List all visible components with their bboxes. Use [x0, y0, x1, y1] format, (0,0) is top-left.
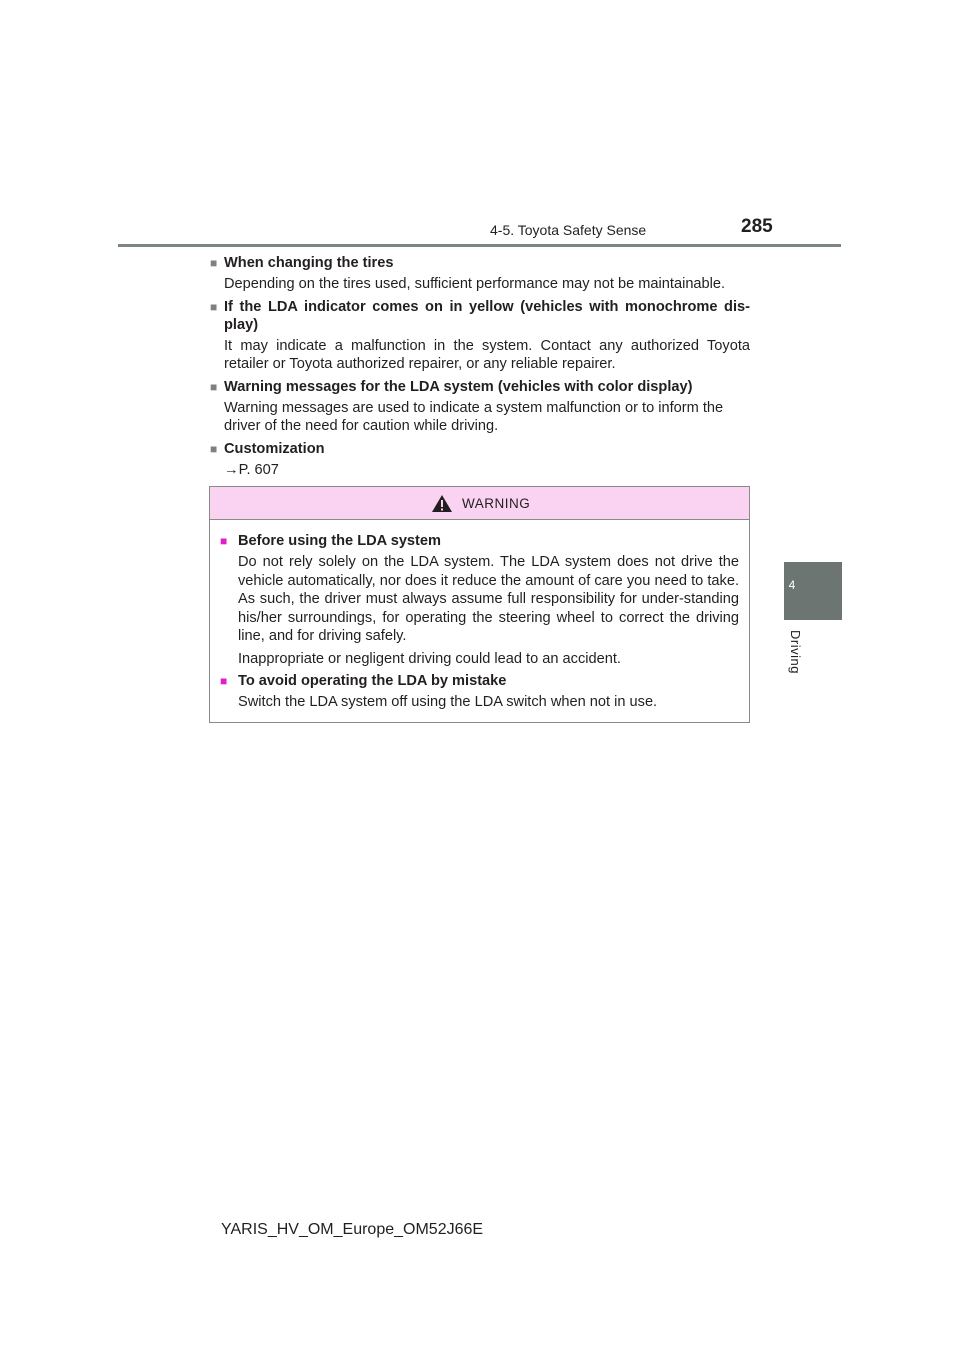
warning-header [210, 487, 749, 520]
warning-title: WARNING [462, 496, 531, 511]
square-bullet-icon: ■ [220, 674, 228, 688]
square-bullet-icon: ■ [210, 299, 218, 314]
warning-paragraph: Inappropriate or negligent driving could lead to an accident. [238, 650, 621, 667]
info-item [210, 440, 750, 480]
warning-heading: To avoid operating the LDA by mistake [238, 673, 507, 689]
square-bullet-icon: ■ [220, 534, 228, 548]
warning-section [220, 672, 739, 712]
page-reference-link[interactable]: →P. 607 [224, 461, 279, 478]
warning-heading: Before using the LDA system [238, 533, 442, 549]
warning-paragraph: Do not rely solely on the LDA system. The LDA system does not drive the vehicle automatically, nor does it reduce the amount of care you need to take. As such, the driver must always assume full responsibility for under-standing his/her surroundings, for operating the steering wheel to correct the driving line, and for driving safely. [238, 554, 739, 644]
square-bullet-icon: ■ [210, 379, 218, 394]
chapter-number: 4 [788, 578, 796, 592]
document-id: YARIS_HV_OM_Europe_OM52J66E [221, 1221, 484, 1238]
warning-box [209, 486, 750, 723]
warning-section [220, 532, 739, 668]
chapter-label: Driving [788, 630, 803, 674]
item-heading: When changing the tires [224, 255, 394, 271]
header-divider [118, 244, 841, 247]
item-body: Depending on the tires used, sufficient performance may not be maintainable. [224, 276, 726, 292]
warning-paragraph: Switch the LDA system off using the LDA switch when not in use. [238, 694, 658, 710]
info-item [210, 298, 750, 374]
warning-body [210, 520, 749, 712]
item-body: Warning messages are used to indicate a system malfunction or to inform the driver of the need for caution while driving. [224, 399, 724, 434]
main-content [210, 254, 750, 483]
section-title: 4-5. Toyota Safety Sense [490, 222, 647, 238]
warning-triangle-icon [431, 494, 453, 513]
info-item [210, 378, 750, 436]
item-heading: Warning messages for the LDA system (vehicles with color display) [224, 378, 693, 395]
page-number: 285 [741, 216, 773, 237]
item-body: It may indicate a malfunction in the system. Contact any authorized Toyota retailer or Toyota authorized repairer, or any reliable repairer. [224, 337, 750, 372]
item-heading: If the LDA indicator comes on in yellow (vehicles with monochrome dis-play) [224, 298, 750, 333]
square-bullet-icon: ■ [210, 441, 218, 456]
item-heading: Customization [224, 440, 325, 457]
square-bullet-icon: ■ [210, 256, 218, 270]
info-item [210, 254, 750, 294]
